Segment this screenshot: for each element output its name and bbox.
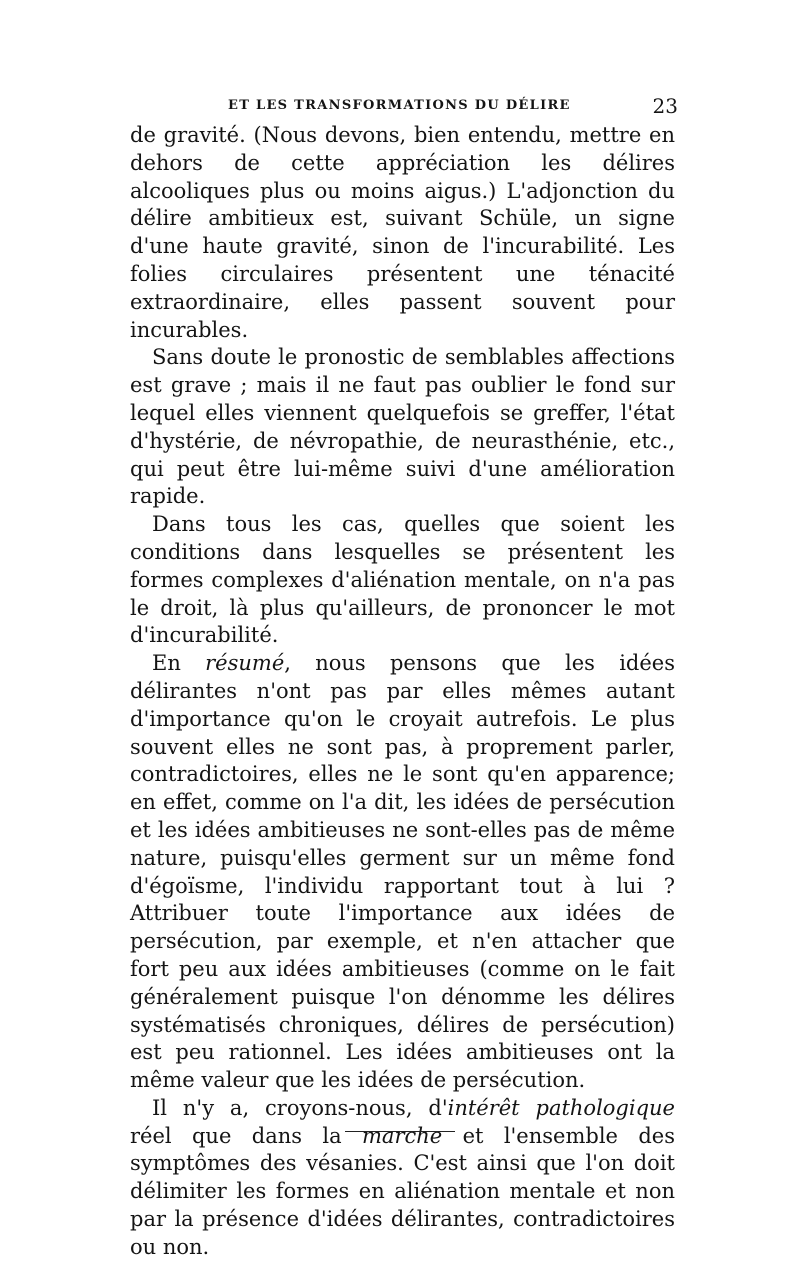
page-header bbox=[130, 94, 678, 120]
italic-term: intérêt pathologique bbox=[447, 1095, 675, 1120]
paragraph-1: de gravité. (Nous devons, bien entendu, mettre en dehors de cette appréciation les délires alcooliques plus ou moins aigus.) L'adjonction du délire ambitieux est, suivant Schüle, un signe d'une haute gravité, sinon de l'incurabilité. Les folies circulaires présentent une ténacité extraordinaire, elles passent souvent pour incurables. bbox=[130, 123, 675, 342]
page-number: 23 bbox=[652, 94, 678, 118]
running-title: ET LES TRANSFORMATIONS DU DÉLIRE bbox=[228, 98, 571, 113]
paragraph-4: En résumé, nous pensons que les idées délirantes n'ont pas par elles mêmes autant d'importance qu'on le croyait autrefois. Le plus souvent elles ne sont pas, à proprement parler, contradictoires, elles ne le sont qu'en apparence; en effet, comme on l'a dit, les idées de persécution et les idées ambitieuses ne sont-elles pas de même nature, puisqu'elles germent sur un même fond d'égoïsme, l'individu rapportant tout à lui ? Attribuer toute l'importance aux idées de persécution, par exemple, et n'en attacher que fort peu aux idées ambitieuses (comme on le fait généralement puisque l'on dénomme les délires systématisés chroniques, délires de persécution) est peu rationnel. Les idées ambitieuses ont la même valeur que les idées de persécution. bbox=[130, 651, 676, 1093]
paragraph-3: Dans tous les cas, quelles que soient les conditions dans lesquelles se présentent les formes complexes d'aliénation mentale, on n'a pas le droit, là plus qu'ailleurs, de prononcer le mot d'incurabilité. bbox=[130, 512, 675, 648]
paragraph-5: Il n'y a, croyons-nous, d'intérêt pathologique réel que dans la marche et l'ensemble des symptômes des vésanies. C'est ainsi que l'on doit délimiter les formes en aliénation mentale et non par la présence d'idées délirantes, contradictoires ou non. bbox=[130, 1095, 675, 1259]
section-end-rule bbox=[345, 1131, 455, 1132]
paragraph-2: Sans doute le pronostic de semblables affections est grave ; mais il ne faut pas oublier le fond sur lequel elles viennent quelquefois se greffer, l'état d'hystérie, de névropathie, de neurasthénie, etc., qui peut être lui-même suivi d'une amélioration rapide. bbox=[130, 345, 675, 509]
body-text bbox=[130, 122, 675, 1262]
italic-term: résumé bbox=[205, 651, 285, 676]
italic-term: marche bbox=[362, 1123, 443, 1148]
